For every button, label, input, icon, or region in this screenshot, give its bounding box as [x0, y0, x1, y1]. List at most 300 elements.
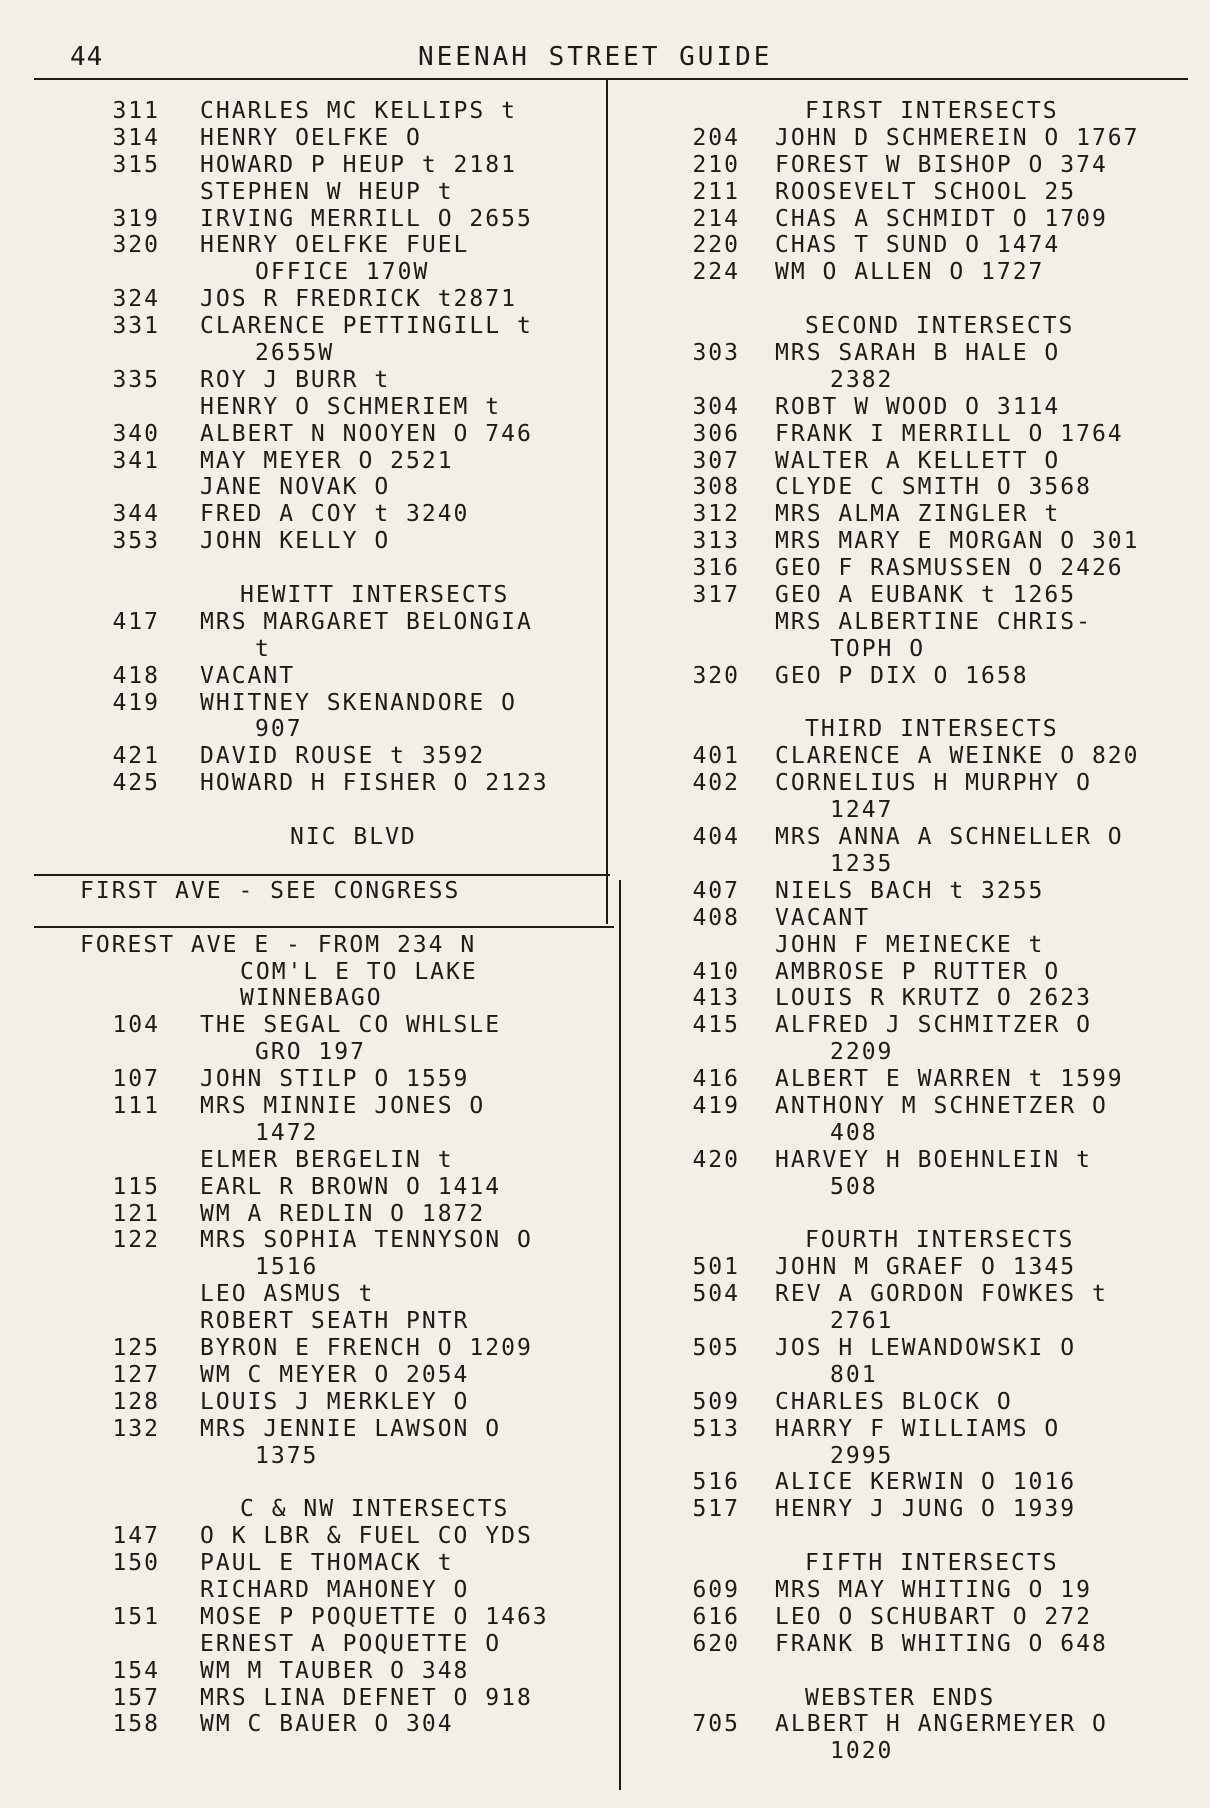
spacer: [70, 555, 610, 582]
spacer: [680, 1523, 1200, 1550]
entry-text: WHITNEY SKENANDORE O: [200, 689, 517, 716]
entry-text: WM A REDLIN O 1872: [200, 1200, 486, 1227]
directory-entry: [680, 1711, 1200, 1738]
directory-entry: [70, 1335, 610, 1362]
house-number: 320: [112, 232, 160, 259]
entry-text: O K LBR & FUEL CO YDS: [200, 1523, 533, 1550]
house-number: 115: [112, 1173, 160, 1200]
directory-entry: [680, 878, 1200, 905]
entry-text: 1020: [830, 1738, 894, 1765]
entry-text: HENRY OELFKE O: [200, 124, 422, 151]
house-number: 151: [112, 1603, 160, 1630]
house-number: 415: [692, 1012, 740, 1039]
directory-entry: [680, 179, 1200, 206]
entry-text: LOUIS J MERKLEY O: [200, 1388, 470, 1415]
directory-entry: [70, 1254, 610, 1281]
directory-entry: [70, 179, 610, 206]
entry-text: GEO F RASMUSSEN O 2426: [775, 555, 1124, 582]
house-number: 513: [692, 1415, 740, 1442]
directory-entry: [70, 448, 610, 475]
house-number: 111: [112, 1092, 160, 1119]
directory-entry: [680, 1469, 1200, 1496]
directory-entry: [680, 340, 1200, 367]
entry-text: CHAS A SCHMIDT O 1709: [775, 205, 1108, 232]
directory-entry: [70, 609, 610, 636]
entry-text: RICHARD MAHONEY O: [200, 1576, 470, 1603]
house-number: 320: [692, 662, 740, 689]
entry-text: CHARLES BLOCK O: [775, 1388, 1013, 1415]
directory-entry: [680, 367, 1200, 394]
entry-text: JOHN STILP O 1559: [200, 1066, 470, 1093]
directory-entry: [680, 1254, 1200, 1281]
directory-entry: [70, 1389, 610, 1416]
intersection-heading: [680, 1550, 1200, 1577]
directory-entry: [680, 1012, 1200, 1039]
directory-entry: [70, 528, 610, 555]
entry-text: SECOND INTERSECTS: [805, 313, 1075, 340]
intersection-heading: [70, 824, 610, 851]
entry-text: FOREST W BISHOP O 374: [775, 151, 1108, 178]
directory-entry: [70, 743, 610, 770]
directory-entry: [680, 555, 1200, 582]
entry-text: ALBERT H ANGERMEYER O: [775, 1711, 1108, 1738]
entry-text: JOHN KELLY O: [200, 528, 391, 555]
directory-entry: [680, 206, 1200, 233]
directory-entry: [680, 985, 1200, 1012]
directory-entry: [70, 1443, 610, 1470]
directory-entry: [70, 1227, 610, 1254]
directory-entry: [70, 232, 610, 259]
intersection-heading: [680, 313, 1200, 340]
directory-entry: [680, 152, 1200, 179]
left-column: [70, 98, 610, 1738]
house-number: 417: [112, 608, 160, 635]
directory-entry: [680, 474, 1200, 501]
directory-entry: [70, 206, 610, 233]
house-number: 125: [112, 1334, 160, 1361]
directory-entry: [680, 959, 1200, 986]
house-number: 418: [112, 662, 160, 689]
entry-text: FIRST AVE - SEE CONGRESS: [80, 877, 461, 904]
house-number: 408: [692, 904, 740, 931]
entry-text: MRS ALMA ZINGLER t: [775, 501, 1061, 528]
entry-text: MRS SOPHIA TENNYSON O: [200, 1227, 533, 1254]
entry-text: ROY J BURR t: [200, 366, 391, 393]
house-number: 303: [692, 340, 740, 367]
entry-text: LEO O SCHUBART O 272: [775, 1603, 1092, 1630]
house-number: 307: [692, 447, 740, 474]
intersection-heading: [680, 1227, 1200, 1254]
entry-text: ROOSEVELT SCHOOL 25: [775, 178, 1077, 205]
spacer: [70, 1469, 610, 1496]
directory-entry: [70, 1577, 610, 1604]
page-title: NEENAH STREET GUIDE: [418, 42, 773, 72]
directory-entry: [70, 1120, 610, 1147]
entry-text: WEBSTER ENDS: [805, 1684, 996, 1711]
house-number: 331: [112, 313, 160, 340]
directory-entry: [70, 394, 610, 421]
house-number: 308: [692, 474, 740, 501]
entry-text: CLARENCE PETTINGILL t: [200, 313, 533, 340]
directory-entry: [680, 1604, 1200, 1631]
entry-text: JOS R FREDRICK t2871: [200, 286, 517, 313]
spacer: [680, 1201, 1200, 1228]
entry-text: C & NW INTERSECTS: [240, 1496, 510, 1523]
directory-entry: [70, 1012, 610, 1039]
entry-text: ALFRED J SCHMITZER O: [775, 1012, 1092, 1039]
directory-entry: [680, 636, 1200, 663]
directory-entry: [70, 1147, 610, 1174]
street-heading: [70, 959, 610, 986]
house-number: 509: [692, 1388, 740, 1415]
house-number: 421: [112, 743, 160, 770]
entry-text: CORNELIUS H MURPHY O: [775, 770, 1092, 797]
house-number: 413: [692, 985, 740, 1012]
entry-text: BYRON E FRENCH O 1209: [200, 1334, 533, 1361]
directory-entry: [680, 1631, 1200, 1658]
entry-text: GRO 197: [255, 1039, 366, 1066]
house-number: 127: [112, 1361, 160, 1388]
entry-text: DAVID ROUSE t 3592: [200, 743, 486, 770]
house-number: 335: [112, 366, 160, 393]
entry-text: ROBT W WOOD O 3114: [775, 393, 1061, 420]
entry-text: CHARLES MC KELLIPS t: [200, 98, 517, 124]
directory-entry: [680, 232, 1200, 259]
directory-entry: [680, 1147, 1200, 1174]
entry-text: 2655W: [255, 340, 335, 367]
directory-entry: [70, 1711, 610, 1738]
directory-entry: [680, 1496, 1200, 1523]
house-number: 344: [112, 501, 160, 528]
house-number: 150: [112, 1550, 160, 1577]
directory-entry: [680, 797, 1200, 824]
directory-entry: [680, 1093, 1200, 1120]
entry-text: MRS MINNIE JONES O: [200, 1092, 486, 1119]
entry-text: WM C BAUER O 304: [200, 1711, 454, 1738]
entry-text: NIELS BACH t 3255: [775, 877, 1045, 904]
house-number: 341: [112, 447, 160, 474]
house-number: 157: [112, 1684, 160, 1711]
directory-entry: [70, 1604, 610, 1631]
entry-text: JOS H LEWANDOWSKI O: [775, 1334, 1077, 1361]
entry-text: WM M TAUBER O 348: [200, 1657, 470, 1684]
entry-text: 1235: [830, 850, 894, 877]
directory-entry: [680, 501, 1200, 528]
entry-text: HARRY F WILLIAMS O: [775, 1415, 1061, 1442]
house-number: 401: [692, 743, 740, 770]
page-number: 44: [70, 42, 104, 72]
directory-entry: [70, 125, 610, 152]
entry-text: MAY MEYER O 2521: [200, 447, 454, 474]
entry-text: FIFTH INTERSECTS: [805, 1550, 1059, 1577]
directory-entry: [70, 690, 610, 717]
entry-text: HENRY O SCHMERIEM t: [200, 393, 502, 420]
entry-text: JOHN F MEINECKE t: [775, 931, 1045, 958]
entry-text: ANTHONY M SCHNETZER O: [775, 1092, 1108, 1119]
house-number: 316: [692, 555, 740, 582]
directory-entry: [680, 1416, 1200, 1443]
entry-text: 801: [830, 1361, 878, 1388]
entry-text: CLYDE C SMITH O 3568: [775, 474, 1092, 501]
house-number: 419: [692, 1092, 740, 1119]
entry-text: MRS ANNA A SCHNELLER O: [775, 824, 1124, 851]
directory-entry: [70, 1362, 610, 1389]
entry-text: MOSE P POQUETTE O 1463: [200, 1603, 549, 1630]
street-heading: [70, 878, 610, 905]
directory-entry: [70, 1550, 610, 1577]
house-number: 340: [112, 420, 160, 447]
house-number: 214: [692, 205, 740, 232]
entry-text: 2382: [830, 366, 894, 393]
directory-entry: [70, 1066, 610, 1093]
entry-text: GEO P DIX O 1658: [775, 662, 1029, 689]
house-number: 304: [692, 393, 740, 420]
house-number: 224: [692, 259, 740, 286]
directory-entry: [680, 1281, 1200, 1308]
header-rule: [34, 78, 1188, 80]
entry-text: FOURTH INTERSECTS: [805, 1227, 1075, 1254]
intersection-heading: [70, 582, 610, 609]
directory-entry: [70, 474, 610, 501]
house-number: 402: [692, 770, 740, 797]
directory-entry: [680, 1443, 1200, 1470]
entry-text: WM O ALLEN O 1727: [775, 259, 1045, 286]
entry-text: WM C MEYER O 2054: [200, 1361, 470, 1388]
directory-entry: [70, 313, 610, 340]
directory-entry: [680, 770, 1200, 797]
entry-text: HENRY J JUNG O 1939: [775, 1496, 1077, 1523]
entry-text: REV A GORDON FOWKES t: [775, 1281, 1108, 1308]
directory-entry: [70, 1523, 610, 1550]
house-number: 314: [112, 124, 160, 151]
street-heading: [70, 932, 610, 959]
entry-text: 1375: [255, 1442, 319, 1469]
directory-entry: [70, 716, 610, 743]
house-number: 517: [692, 1496, 740, 1523]
directory-entry: [70, 1416, 610, 1443]
directory-entry: [680, 1335, 1200, 1362]
directory-entry: [680, 1362, 1200, 1389]
intersection-heading: [70, 1496, 610, 1523]
entry-text: 1472: [255, 1119, 319, 1146]
intersection-heading: [680, 716, 1200, 743]
house-number: 705: [692, 1711, 740, 1738]
entry-text: ELMER BERGELIN t: [200, 1146, 454, 1173]
entry-text: VACANT: [200, 662, 296, 689]
entry-text: MRS LINA DEFNET O 918: [200, 1684, 533, 1711]
house-number: 306: [692, 420, 740, 447]
spacer: [70, 797, 610, 824]
entry-text: JOHN D SCHMEREIN O 1767: [775, 124, 1140, 151]
entry-text: EARL R BROWN O 1414: [200, 1173, 502, 1200]
entry-text: LEO ASMUS t: [200, 1281, 375, 1308]
entry-text: 2761: [830, 1308, 894, 1335]
directory-entry: [680, 394, 1200, 421]
intersection-heading: [680, 1685, 1200, 1712]
entry-text: FIRST INTERSECTS: [805, 98, 1059, 124]
entry-text: OFFICE 170W: [255, 259, 430, 286]
entry-text: THIRD INTERSECTS: [805, 716, 1059, 743]
directory-entry: [680, 609, 1200, 636]
directory-entry: [70, 1039, 610, 1066]
entry-text: ROBERT SEATH PNTR: [200, 1308, 470, 1335]
directory-entry: [70, 501, 610, 528]
entry-text: TOPH O: [830, 635, 926, 662]
house-number: 416: [692, 1066, 740, 1093]
entry-text: HEWITT INTERSECTS: [240, 582, 510, 609]
directory-entry: [680, 1066, 1200, 1093]
house-number: 122: [112, 1227, 160, 1254]
street-heading: [70, 985, 610, 1012]
entry-text: GEO A EUBANK t 1265: [775, 582, 1077, 609]
entry-text: WALTER A KELLETT O: [775, 447, 1061, 474]
house-number: 211: [692, 178, 740, 205]
entry-text: 408: [830, 1119, 878, 1146]
house-number: 158: [112, 1711, 160, 1738]
directory-entry: [680, 851, 1200, 878]
entry-text: MRS JENNIE LAWSON O: [200, 1415, 502, 1442]
directory-entry: [70, 1093, 610, 1120]
entry-text: PAUL E THOMACK t: [200, 1550, 454, 1577]
directory-entry: [70, 1201, 610, 1228]
entry-text: JANE NOVAK O: [200, 474, 391, 501]
house-number: 501: [692, 1254, 740, 1281]
entry-text: MRS MAY WHITING O 19: [775, 1576, 1092, 1603]
directory-entry: [70, 340, 610, 367]
directory-entry: [70, 286, 610, 313]
house-number: 154: [112, 1657, 160, 1684]
entry-text: 1247: [830, 797, 894, 824]
entry-text: COM'L E TO LAKE: [240, 958, 478, 985]
house-number: 410: [692, 958, 740, 985]
entry-text: HARVEY H BOEHNLEIN t: [775, 1146, 1092, 1173]
directory-entry: [680, 743, 1200, 770]
entry-text: THE SEGAL CO WHLSLE: [200, 1012, 502, 1039]
house-number: 315: [112, 151, 160, 178]
entry-text: FRED A COY t 3240: [200, 501, 470, 528]
directory-entry: [70, 1308, 610, 1335]
directory-entry: [70, 1631, 610, 1658]
column-divider-lower: [619, 880, 621, 1790]
directory-entry: [680, 932, 1200, 959]
entry-text: MRS MARGARET BELONGIA: [200, 608, 533, 635]
directory-entry: [680, 421, 1200, 448]
directory-entry: [680, 259, 1200, 286]
spacer: [70, 905, 610, 932]
directory-entry: [70, 1658, 610, 1685]
house-number: 353: [112, 528, 160, 555]
directory-entry: [680, 1120, 1200, 1147]
entry-text: 2995: [830, 1442, 894, 1469]
directory-entry: [70, 1281, 610, 1308]
directory-entry: [70, 1174, 610, 1201]
directory-entry: [680, 125, 1200, 152]
directory-entry: [70, 259, 610, 286]
directory-entry: [680, 582, 1200, 609]
house-number: 204: [692, 124, 740, 151]
house-number: 407: [692, 877, 740, 904]
entry-text: MRS SARAH B HALE O: [775, 340, 1061, 367]
house-number: 121: [112, 1200, 160, 1227]
house-number: 504: [692, 1281, 740, 1308]
directory-entry: [680, 905, 1200, 932]
directory-entry: [70, 367, 610, 394]
entry-text: JOHN M GRAEF O 1345: [775, 1254, 1077, 1281]
spacer: [680, 1658, 1200, 1685]
house-number: 147: [112, 1523, 160, 1550]
directory-entry: [70, 636, 610, 663]
directory-entry: [680, 663, 1200, 690]
entry-text: STEPHEN W HEUP t: [200, 178, 454, 205]
directory-entry: [70, 770, 610, 797]
entry-text: FRANK I MERRILL O 1764: [775, 420, 1124, 447]
house-number: 210: [692, 151, 740, 178]
house-number: 516: [692, 1469, 740, 1496]
directory-entry: [680, 528, 1200, 555]
entry-text: CHAS T SUND O 1474: [775, 232, 1061, 259]
directory-entry: [70, 663, 610, 690]
directory-entry: [70, 421, 610, 448]
entry-text: LOUIS R KRUTZ O 2623: [775, 985, 1092, 1012]
house-number: 616: [692, 1603, 740, 1630]
house-number: 312: [692, 501, 740, 528]
house-number: 319: [112, 205, 160, 232]
directory-entry: [680, 1308, 1200, 1335]
right-column: [680, 98, 1200, 1765]
house-number: 404: [692, 824, 740, 851]
house-number: 220: [692, 232, 740, 259]
spacer: [680, 286, 1200, 313]
directory-entry: [70, 98, 610, 125]
entry-text: 2209: [830, 1039, 894, 1066]
entry-text: 1516: [255, 1254, 319, 1281]
entry-text: HOWARD H FISHER O 2123: [200, 770, 549, 797]
entry-text: MRS ALBERTINE CHRIS-: [775, 608, 1092, 635]
entry-text: HOWARD P HEUP t 2181: [200, 151, 517, 178]
house-number: 313: [692, 528, 740, 555]
house-number: 128: [112, 1388, 160, 1415]
house-number: 324: [112, 286, 160, 313]
house-number: 609: [692, 1576, 740, 1603]
house-number: 419: [112, 689, 160, 716]
directory-entry: [70, 1685, 610, 1712]
entry-text: 907: [255, 716, 303, 743]
house-number: 107: [112, 1066, 160, 1093]
house-number: 132: [112, 1415, 160, 1442]
entry-text: FRANK B WHITING O 648: [775, 1630, 1108, 1657]
house-number: 505: [692, 1334, 740, 1361]
house-number: 620: [692, 1630, 740, 1657]
intersection-heading: [680, 98, 1200, 125]
entry-text: ALBERT N NOOYEN O 746: [200, 420, 533, 447]
entry-text: HENRY OELFKE FUEL: [200, 232, 470, 259]
house-number: 104: [112, 1012, 160, 1039]
directory-entry: [680, 1039, 1200, 1066]
spacer: [680, 690, 1200, 717]
entry-text: IRVING MERRILL O 2655: [200, 205, 533, 232]
entry-text: AMBROSE P RUTTER O: [775, 958, 1061, 985]
entry-text: FOREST AVE E - FROM 234 N: [80, 931, 477, 958]
entry-text: VACANT: [775, 904, 871, 931]
directory-entry: [680, 1174, 1200, 1201]
entry-text: CLARENCE A WEINKE O 820: [775, 743, 1140, 770]
directory-entry: [680, 1738, 1200, 1765]
entry-text: ERNEST A POQUETTE O: [200, 1630, 502, 1657]
house-number: 420: [692, 1146, 740, 1173]
directory-entry: [680, 1389, 1200, 1416]
entry-text: 508: [830, 1173, 878, 1200]
house-number: 317: [692, 582, 740, 609]
